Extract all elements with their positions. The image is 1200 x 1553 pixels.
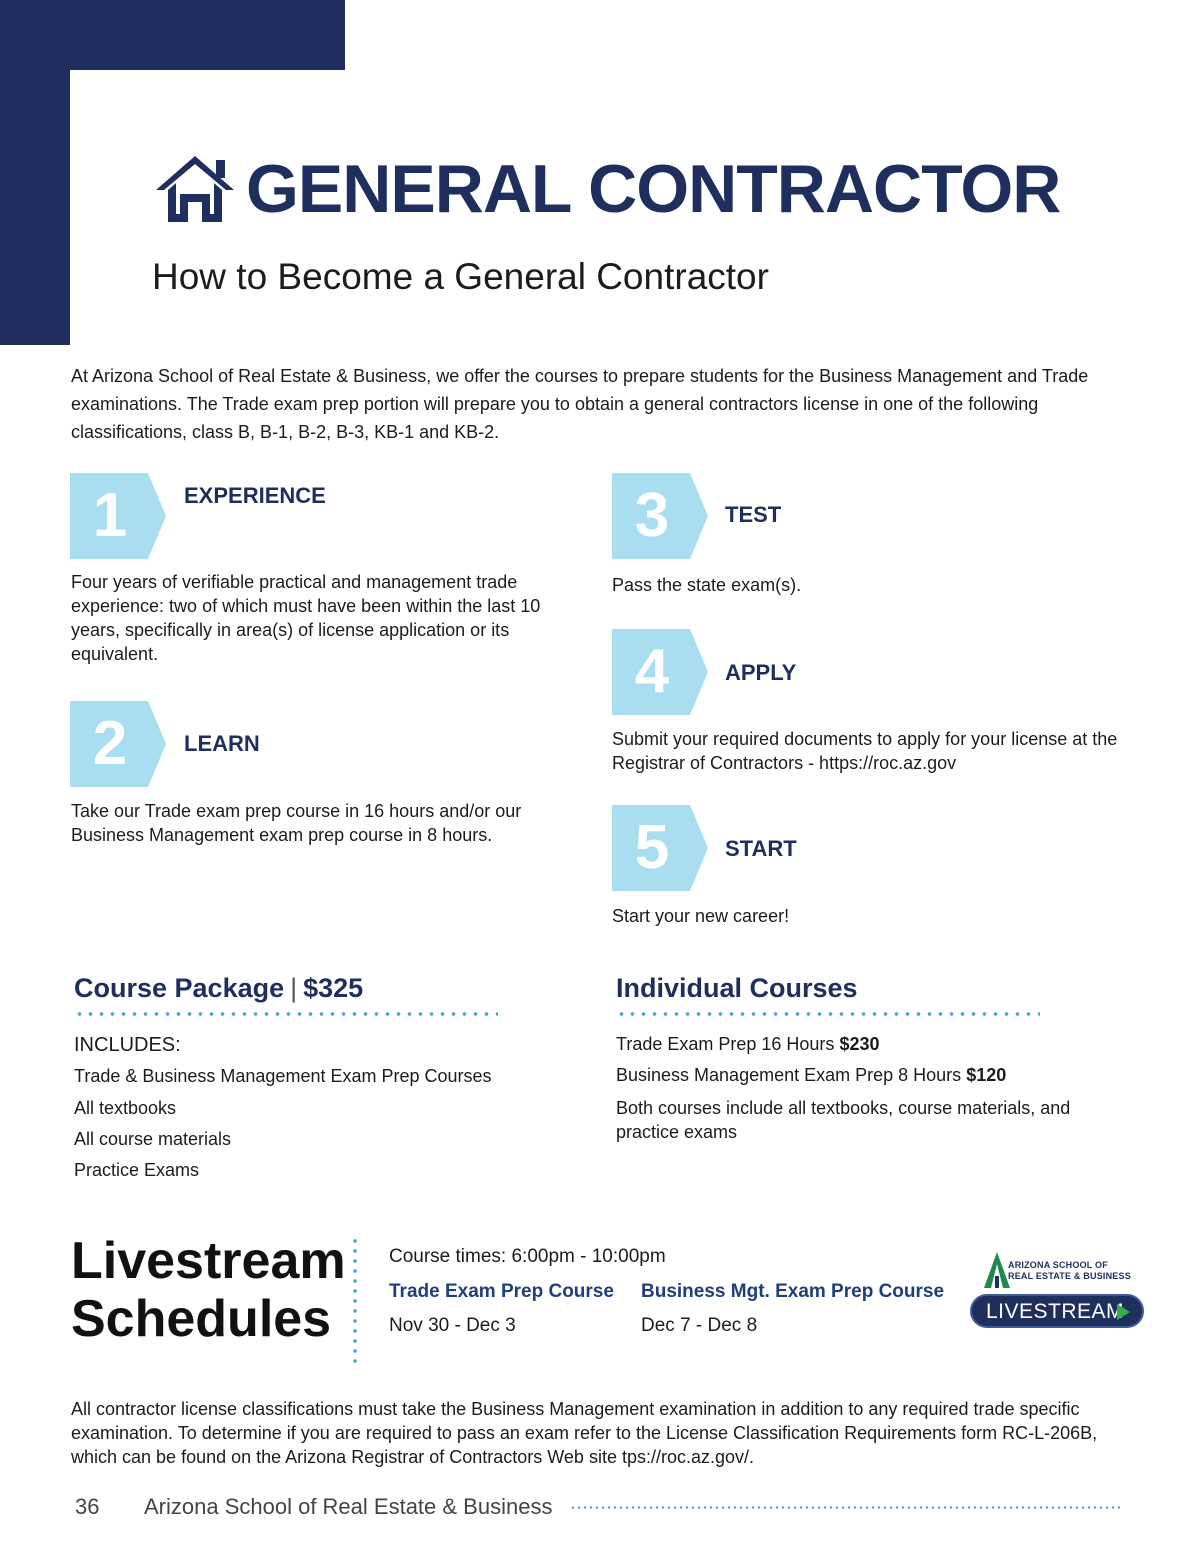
course-price: $230 xyxy=(839,1034,880,1054)
step-1-title: EXPERIENCE xyxy=(184,483,326,508)
course-package-price: $325 xyxy=(303,973,364,1003)
package-item: Practice Exams xyxy=(74,1160,200,1180)
individual-courses-heading: Individual Courses xyxy=(616,973,858,1003)
footer-divider xyxy=(570,1506,1122,1509)
course-price: $120 xyxy=(966,1065,1007,1085)
step-5-text: Start your new career! xyxy=(612,906,790,926)
individual-courses-divider xyxy=(616,1012,1040,1016)
package-item: Trade & Business Management Exam Prep Courses xyxy=(74,1066,492,1086)
package-item: All course materials xyxy=(74,1129,232,1149)
step-4-number: 4 xyxy=(634,637,670,706)
schedule-course-name: Business Mgt. Exam Prep Course xyxy=(641,1281,945,1302)
course-name: Trade Exam Prep 16 Hours xyxy=(616,1034,835,1054)
course-times: Course times: 6:00pm - 10:00pm xyxy=(389,1246,666,1267)
house-icon xyxy=(152,152,238,226)
step-3-badge xyxy=(612,473,708,559)
corner-bar-left xyxy=(0,0,70,345)
play-icon xyxy=(1117,1304,1130,1320)
schedule-course-dates: Nov 30 - Dec 3 xyxy=(389,1315,516,1336)
step-1-badge xyxy=(70,473,166,559)
step-4-badge xyxy=(612,629,708,715)
footer-note: All contractor license classifications must take the Business Management examination in addition to any required trade specific examination. To determine if you are required to pass an exam refer to the License Classification Requirements form RC-L-206B, which can be found on the Arizona Registrar of Contractors Web site tps://roc.az.gov/. xyxy=(71,1399,1098,1467)
includes-label: INCLUDES: xyxy=(74,1034,181,1056)
course-package-label: Course Package xyxy=(74,973,285,1003)
step-5-badge xyxy=(612,805,708,891)
livestream-heading xyxy=(71,1232,346,1348)
step-1-number: 1 xyxy=(92,481,128,550)
livestream-heading-line-1: Livestream xyxy=(71,1232,346,1290)
individual-courses-note: Both courses include all textbooks, course materials, and practice exams xyxy=(616,1098,1071,1142)
step-4-text: Submit your required documents to apply for your license at the Registrar of Contractors - https://roc.az.gov xyxy=(612,729,1118,773)
page-number: 36 xyxy=(75,1494,100,1519)
page-header xyxy=(152,150,1060,228)
individual-course-item xyxy=(616,1034,880,1055)
logo-text-line-2: REAL ESTATE & BUSINESS xyxy=(1008,1271,1131,1281)
page-title: GENERAL CONTRACTOR xyxy=(246,151,1061,227)
footer-school-name: Arizona School of Real Estate & Business xyxy=(144,1494,553,1519)
course-package-heading xyxy=(74,973,363,1004)
livestream-divider xyxy=(353,1236,357,1364)
page-subtitle: How to Become a General Contractor xyxy=(152,256,769,297)
step-4-title: APPLY xyxy=(725,660,797,685)
individual-course-item xyxy=(616,1065,1006,1086)
course-package-divider xyxy=(74,1012,498,1016)
livestream-heading-line-2: Schedules xyxy=(71,1290,332,1348)
step-2-text: Take our Trade exam prep course in 16 hours and/or our Business Management exam prep course in 8 hours. xyxy=(71,801,522,845)
intro-paragraph: At Arizona School of Real Estate & Business, we offer the courses to prepare students for the Business Management and Trade examinations. The Trade exam prep portion will prepare you to obtain a general contractors license in one of the following classifications, class B, B-1, B-2, B-3, KB-1 and KB-2. xyxy=(71,366,1089,442)
package-item: All textbooks xyxy=(74,1098,177,1118)
heading-separator: | xyxy=(290,973,298,1003)
step-2-number: 2 xyxy=(92,709,128,778)
schedule-course-name: Trade Exam Prep Course xyxy=(389,1281,614,1302)
schedule-course-dates: Dec 7 - Dec 8 xyxy=(641,1315,758,1336)
step-2-title: LEARN xyxy=(184,731,260,756)
step-3-text: Pass the state exam(s). xyxy=(612,575,802,595)
step-3-number: 3 xyxy=(634,481,670,550)
livestream-badge xyxy=(970,1294,1144,1328)
step-5-number: 5 xyxy=(634,813,670,882)
step-5-title: START xyxy=(725,836,797,861)
step-2-badge xyxy=(70,701,166,787)
tree-logo-icon xyxy=(982,1250,1012,1290)
school-livestream-logo xyxy=(968,1250,1148,1332)
step-3-title: TEST xyxy=(725,502,782,527)
step-1-text: Four years of verifiable practical and management trade experience: two of which must have been within the last 10 years, specifically in area(s) of license application or its equivalent. xyxy=(71,572,541,664)
logo-text-line-1: ARIZONA SCHOOL OF xyxy=(1008,1260,1108,1270)
course-name: Business Management Exam Prep 8 Hours xyxy=(616,1065,962,1085)
livestream-badge-label: LIVESTREAM xyxy=(986,1300,1125,1323)
